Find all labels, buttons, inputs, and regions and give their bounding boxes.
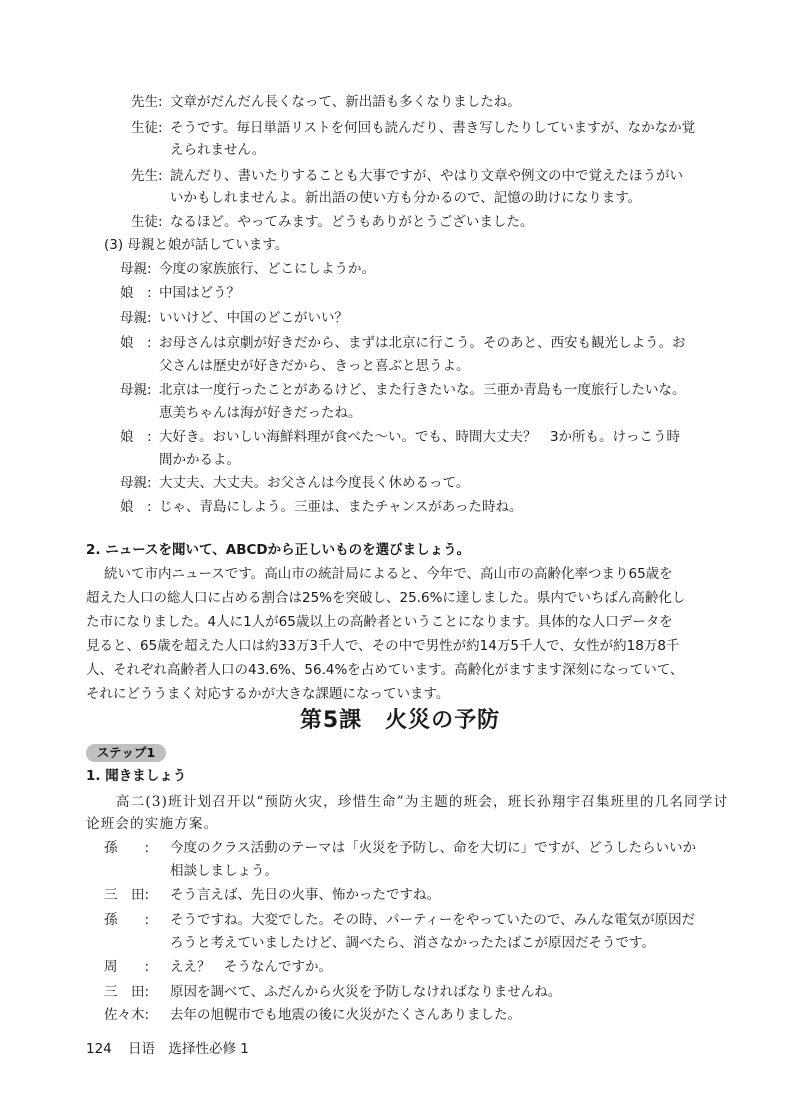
dialogue-line: 文章がだんだん長くなって、新出語も多くなりましたね。 (170, 94, 521, 110)
dialogue-line: 恵美ちゃんは海が好きだったね。 (159, 405, 362, 421)
speaker-label: 母親: (120, 310, 152, 326)
dialogue-line: 去年の旭幌市でも地震の後に火災がたくさんありました。 (170, 1007, 521, 1023)
dialogue-line: 北京は一度行ったことがあるけど、また行きたいな。三亜か青島も一度旅行したいな。 (159, 382, 686, 398)
speaker-label: 母親: (120, 382, 152, 398)
dialogue-line: じゃ、青島にしよう。三亜は、またチャンスがあった時ね。 (159, 499, 523, 515)
paragraph-line: た市になりました。4人に1人が65歳以上の高齢者ということになります。具体的な人口データを (86, 614, 673, 630)
speaker-label: 孫 : (104, 912, 150, 928)
page-number: 124 (86, 1041, 112, 1057)
listen-heading: 1. 聞きましょう (86, 768, 187, 784)
speaker-label: 周 : (104, 959, 150, 975)
speaker-label: 母親: (120, 261, 152, 277)
speaker-label: 母親: (120, 475, 152, 491)
speaker-label: 先生: (131, 94, 163, 110)
dialogue-line: 間かかるよ。 (159, 452, 240, 468)
dialogue-line: いかもしれませんよ。新出語の使い方も分かるので、記憶の助けになります。 (170, 190, 642, 206)
lesson-title: 第5課 火災の予防 (299, 708, 501, 733)
paragraph-line: 人、それぞれ高齢者人口の43.6%、56.4%を占めています。高齢化がますます深刻になっていて、 (86, 662, 684, 678)
paragraph-line: 超えた人口の総人口に占める割合は25%を突破し、25.6%に達しました。県内でいちばん高齢化し (86, 590, 686, 606)
dialogue-line: ええ？ そうなんですか。 (170, 959, 332, 975)
speaker-label: 生徒: (131, 120, 163, 136)
speaker-label: 佐々木: (104, 1007, 150, 1023)
speaker-label: 娘 : (120, 429, 152, 445)
dialogue-line: 大丈夫、大丈夫。お父さんは今度長く休めるって。 (159, 475, 470, 491)
paragraph-line: 続いて市内ニュースです。高山市の統計局によると、今年で、高山市の高齢化率つまり65歳を (104, 566, 673, 582)
speaker-label: 生徒: (131, 214, 163, 230)
dialogue-line: お母さんは京劇が好きだから、まずは北京に行こう。そのあと、西安も観光しよう。お (159, 335, 686, 351)
paragraph-line: それにどううまく対応するかが大きな課題になっています。 (86, 686, 450, 702)
dialogue-line: そうですね。大変でした。その時、パーティーをやっていたので、みんな電気が原因だ (170, 912, 696, 928)
speaker-label: 三 田: (104, 887, 150, 903)
dialogue-line: ろうと考えていましたけど、調べたら、消さなかったたばこが原因だそうです。 (170, 935, 655, 951)
dialogue-line: 中国はどう？ (159, 285, 240, 301)
step-badge: ステップ1 (86, 744, 166, 762)
dialogue-line: 読んだり、書いたりすることも大事ですが、やはり文章や例文の中で覚えたほうがい (170, 168, 683, 184)
speaker-label: 娘 : (120, 499, 152, 515)
dialogue-line: そう言えば、先日の火事、怖かったですね。 (170, 887, 440, 903)
item-3-label: (3) 母親と娘が話しています。 (104, 237, 289, 253)
speaker-label: 孫 : (104, 840, 150, 856)
intro-line: 高二(3)班计划召开以“预防火灾，珍惜生命”为主题的班会，班长孙翔宇召集班里的几名同学讨 (116, 794, 729, 810)
dialogue-line: なるほど。やってみます。どうもありがとうございました。 (170, 214, 534, 230)
dialogue-line: えられません。 (170, 142, 266, 158)
dialogue-line: 父さんは歴史が好きだから、きっと喜ぶと思うよ。 (159, 358, 470, 374)
speaker-label: 先生: (131, 168, 163, 184)
dialogue-line: いいけど、中国のどこがいい？ (159, 310, 348, 326)
dialogue-line: 相談しましょう。 (170, 863, 278, 879)
section-2-heading: 2. ニュースを聞いて、ABCDから正しいものを選びましょう。 (86, 542, 471, 558)
dialogue-line: 大好き。おいしい海鮮料理が食べた～い。でも、時間大丈夫？ 3か所も。けっこう時 (159, 429, 681, 445)
dialogue-line: 今度のクラス活動のテーマは「火災を予防し、命を大切に」ですが、どうしたらいいか (170, 840, 697, 856)
dialogue-line: 今度の家族旅行、どこにしようか。 (159, 261, 375, 277)
paragraph-line: 見ると、65歳を超えた人口は約33万3千人で、その中で男性が約14万5千人で、女性が約18万8千 (86, 638, 680, 654)
intro-line: 论班会的实施方案。 (86, 816, 219, 832)
speaker-label: 三 田: (104, 984, 150, 1000)
book-title: 日语 选择性必修 1 (128, 1041, 249, 1057)
speaker-label: 娘 : (120, 335, 152, 351)
speaker-label: 娘 : (120, 285, 152, 301)
dialogue-line: 原因を調べて、ふだんから火災を予防しなければなりませんね。 (170, 984, 562, 1000)
dialogue-line: そうです。毎日単語リストを何回も読んだり、書き写したりしていますが、なかなか覚 (170, 120, 696, 136)
